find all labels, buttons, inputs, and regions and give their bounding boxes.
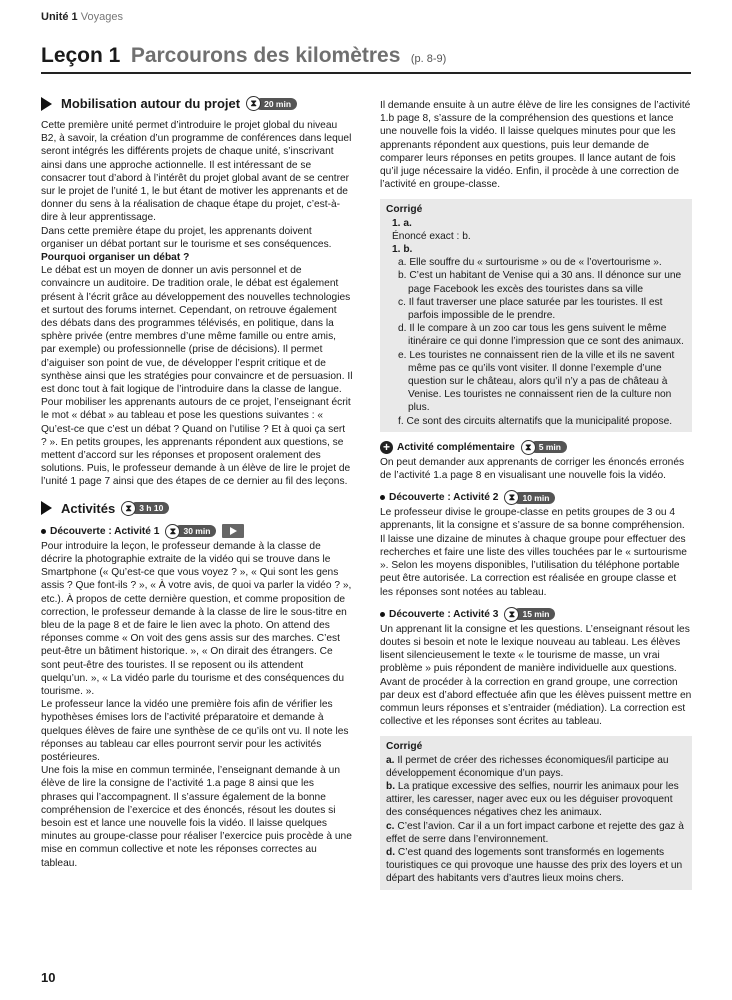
activite-3-timer <box>504 607 555 622</box>
unit-label: Unité 1 <box>41 11 78 23</box>
item-label: b. <box>386 780 396 792</box>
lesson-pages: (p. 8-9) <box>410 53 447 65</box>
mobilisation-para-4: Pour mobiliser les apprenants autours de ce projet, l’enseignant écrit le mot « débat » au tableau et pose les questions suivantes : « Qu’est-ce que c’est un débat ? Quand on l’utilise ? Et à quoi ça sert ? ». En petits groupes, les apprenants répondent aux questions, se mettent d’accord sur les réponses et proposent oralement des solutions. Puis, le professeur demande à un élève de lire le projet de l’unité 1 page 7 ainsi que des étapes de ce dernier au fil des leçons. <box>41 397 351 488</box>
hourglass-icon: ⧗ <box>504 607 519 622</box>
activite-3-text: Un apprenant lit la consigne et les questions. L’enseignant résout les doutes si besoin et note le lexique nouveau au tableau. Les élèves lisent silencieusement le texte « le tourisme de masse, un vrai problème » puis répondent de manière individuelle aux questions. Avant de procéder à la correction en grand groupe, une correction par deux est d’abord effectuée afin que les élèves puissent mettre en commun leurs réponses et s’entraider (médiation). La correction est collective et les réponses sont écrites au tableau. <box>380 623 692 728</box>
duration-badge: 20 min <box>255 98 297 110</box>
mobilisation-timer <box>246 96 297 111</box>
item-text: La pratique excessive des selfies, nourrir les animaux pour les attirer, les caresser, nager avec eux ou les déguiser provoquent des conséquences négatives chez les animaux. <box>386 780 679 819</box>
corrige-1b-list <box>386 256 686 428</box>
activite-3-title: Découverte : Activité 3 <box>389 608 499 620</box>
list-item <box>386 846 686 886</box>
bullet-icon <box>380 495 385 500</box>
list-item <box>386 780 686 820</box>
activites-heading <box>41 501 353 516</box>
activite-2-text: Le professeur divise le groupe-classe en petits groupes de 3 ou 4 apprenants, lit la consigne et s’assure de sa bonne compréhension. Il laisse une dizaine de minutes à chaque groupe pour effectuer des recherches et faire une liste des villes touchées par le « surtourisme ». Selon les moyens disponibles, l’utilisation du téléphone portable peut être autorisée. La correction est réalisée en groupe classe et les réponses sont notées au tableau. <box>380 507 687 598</box>
item-label: c. <box>386 820 395 832</box>
page-number: 10 <box>41 970 56 985</box>
activite-1-para-1: Pour introduire la leçon, le professeur demande à la classe de décrire la photographie extraite de la vidéo qui se trouve dans le Smartphone (« Qu’est-ce que vous voyez ? », « Qui sont les gens assis ? Que font-ils ? », « À votre avis, de quoi va parler la vidéo ? », etc.). À propos de cette dernière question, et comme proposition de correction, le professeur demande à la classe de lire le sous-titre en bleu de la page 8 et de faire le lien avec la photo. On attend des réponses comme « On voit des gens assis sur des marches. C’est peut-être un bâtiment historique. », « On dirait des étrangers. Ce sont peut-être des touristes. Il se reposent ou ils attendent quelqu’un. », « La vidéo parle du tourisme et des conséquences du tourisme. ». <box>41 540 352 697</box>
list-item: b. C’est un habitant de Venise qui a 30 ans. Il dénonce sur une page Facebook les excès des touristes dans sa ville <box>398 270 682 295</box>
list-item <box>386 820 686 846</box>
unit-header <box>41 11 123 23</box>
duration-badge: 15 min <box>513 608 555 620</box>
mobilisation-para-1: Cette première unité permet d’introduire le projet global du niveau B2, à savoir, la création d’un programme de conférences dans lequel seront intégrés les différents projets de chaque unité, s’inscrivant ainsi dans une approche actionnelle. Il est intéressant de se consacrer tout d’abord à l’intérêt du projet global avant de se centrer sur le projet de l’unité 1, le but étant de motiver les apprenants et de donner du sens à la réalisation de chaque étape du projet, c’est-à-dire à leur apprentissage. <box>41 120 352 224</box>
item-text: Il permet de créer des richesses économiques/il participe au développement économique d’un pays. <box>386 754 669 779</box>
list-item: f. Ce sont des circuits alternatifs que la municipalité propose. <box>398 415 673 427</box>
plus-icon: + <box>380 441 393 454</box>
duration-badge: 5 min <box>530 441 567 453</box>
item-text: C’est quand des logements sont transformés en logements touristiques ce qui provoque une hausse des prix des loyers et un départ des habitants vers d’autres lieux moins chers. <box>386 846 683 885</box>
title-divider <box>41 72 691 74</box>
bullet-icon <box>41 529 46 534</box>
mobilisation-para-3: Le débat est un moyen de donner un avis personnel et de convaincre un auditoire. De tradition orale, le débat est également présent à l’écrit grâce au développement des nouvelles technologies et surtout des forums internet. Cependant, on retrouve également des débats dans des programmes télévisés, en politique, dans la sphère privée (entre membres d’une même famille ou entre amis, par exemple) ou professionnelle (prise de décisions). Il permet d’aiguiser son point de vue, de développer l’esprit critique et de synthèse ainsi que les stratégies pour convaincre et de persuasion. Il est donc tout à fait logique de l’introduire dans la classe de langue. <box>41 265 353 396</box>
activite-3-heading <box>380 607 692 622</box>
activite-1-para-4: Il demande ensuite à un autre élève de lire les consignes de l’activité 1.b page 8, s’assure de la compréhension des questions et lance une nouvelle fois la vidéo. Il laisse quelques minutes pour que les apprenants répondent aux questions, puis leur demande de comparer leurs réponses en petits groupes. Il lance autant de fois qu’il juge nécessaire la vidéo. Enfin, il procède à une correction de l’activité en groupe-classe. <box>380 100 691 191</box>
activite-1-para-3: Une fois la mise en commun terminée, l’enseignant demande à un élève de lire la consigne de l’activité 1.a page 8 ainsi que les phrases qui l’accompagnent. Il s’assure également de la bonne compréhension de l’exercice et des énoncés, résout les doutes si besoin est et lance une nouvelle fois la vidéo. Il laisse quelques minutes au groupe-classe pour réaliser l’exercice puis procède à une mise en commun collective et note les réponses correctes au tableau. <box>41 765 352 869</box>
activites-title: Activités <box>61 500 116 516</box>
list-item: d. Il le compare à un zoo car tous les gens suivent le même itinéraire ce qui donne l’impression que ce sont des animaux. <box>398 323 684 348</box>
lesson-title <box>41 44 446 68</box>
lesson-name: Parcourons des kilomètres <box>130 44 401 67</box>
activite-2-title: Découverte : Activité 2 <box>389 492 499 504</box>
corrige-1b-label: 1. b. <box>392 244 413 256</box>
activite-1-title: Découverte : Activité 1 <box>50 525 160 537</box>
activite-1-timer <box>165 524 216 539</box>
bullet-icon <box>380 612 385 617</box>
corrige-1a-label: 1. a. <box>392 217 412 229</box>
activite-2-timer <box>504 490 555 505</box>
hourglass-icon: ⧗ <box>521 440 536 455</box>
corrige-title: Corrigé <box>386 204 423 216</box>
video-icon <box>222 524 244 538</box>
corrige-1a-text: Énoncé exact : b. <box>392 230 471 242</box>
duration-badge: 10 min <box>513 492 555 504</box>
mobilisation-heading <box>41 96 353 111</box>
item-text: C’est l’avion. Car il a un fort impact carbone et rejette des gaz à effet de serre dans l’environnement. <box>386 820 684 845</box>
section-arrow-icon <box>41 501 52 515</box>
lesson-number: Leçon 1 <box>41 44 121 67</box>
list-item: c. Il faut traverser une place saturée par les touristes. Il est parfois impossible de le prendre. <box>398 296 663 322</box>
corrige-title: Corrigé <box>386 741 423 753</box>
unit-name: Voyages <box>80 11 123 23</box>
activite-1-heading <box>41 524 353 539</box>
right-column <box>380 99 692 898</box>
duration-badge: 3 h 10 <box>130 502 169 514</box>
complementaire-timer <box>521 440 567 455</box>
hourglass-icon: ⧗ <box>121 501 136 516</box>
complementaire-title: Activité complémentaire <box>397 441 515 453</box>
section-arrow-icon <box>41 97 52 111</box>
duration-badge: 30 min <box>174 525 216 537</box>
complementaire-text: On peut demander aux apprenants de corriger les énoncés erronés de l’activité 1.a page 8 en visualisant une nouvelle fois la vidéo. <box>380 456 685 482</box>
item-label: d. <box>386 846 396 858</box>
activite-2-heading <box>380 490 692 505</box>
list-item <box>386 754 686 780</box>
hourglass-icon: ⧗ <box>165 524 180 539</box>
corrige-box-1 <box>380 199 692 431</box>
mobilisation-title: Mobilisation autour du projet <box>61 95 241 111</box>
activites-timer <box>121 501 169 516</box>
corrige-box-3 <box>380 736 692 889</box>
complementaire-heading <box>380 440 692 455</box>
item-label: a. <box>386 754 395 766</box>
hourglass-icon: ⧗ <box>504 490 519 505</box>
list-item: e. Les touristes ne connaissent rien de la ville et ils ne savent même pas ce qu’ils vont visiter. Il donne l’exemple d’une question sur le château, alors qu’il n’y a pas de château à Venise. Les touristes ne connaissent rien de la culture non plus. <box>398 349 675 414</box>
list-item: a. Elle souffre du « surtourisme » ou de « l’overtourisme ». <box>398 257 662 269</box>
left-column <box>41 92 353 870</box>
hourglass-icon: ⧗ <box>246 96 261 111</box>
debat-subheading: Pourquoi organiser un débat ? <box>41 252 190 264</box>
mobilisation-para-2: Dans cette première étape du projet, les apprenants doivent organiser un débat portant sur le tourisme et ses conséquences. <box>41 225 332 250</box>
activite-1-para-2: Le professeur lance la vidéo une première fois afin de vérifier les hypothèses émises lors de l’activité préparatoire et demande à quelques élèves de faire une synthèse de ce qu’ils ont vu. Il note les réponses au tableau car elles pourront servir pour les activités postérieures. <box>41 699 349 763</box>
